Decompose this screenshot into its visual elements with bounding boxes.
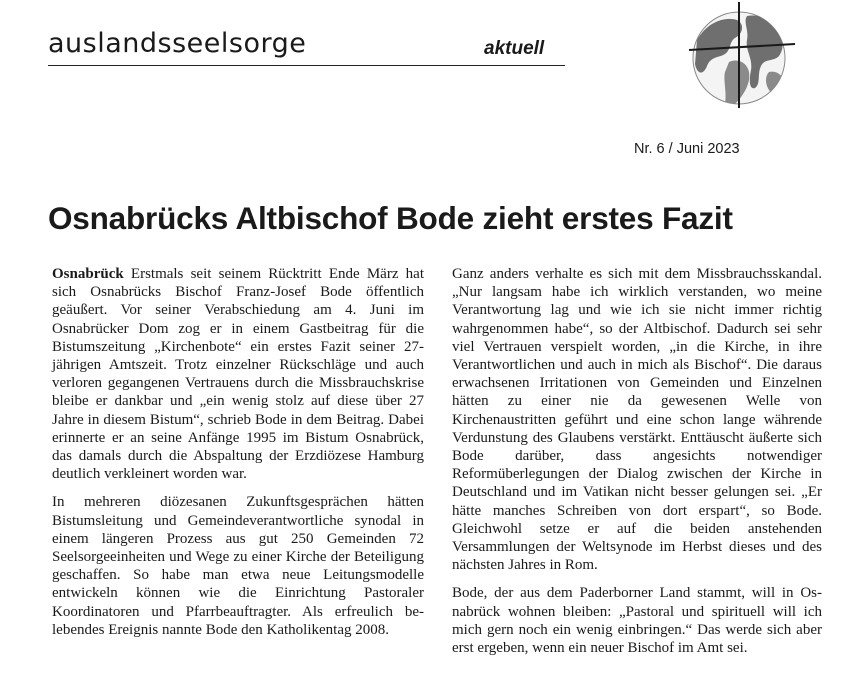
publication-title: auslandsseelsorge <box>48 28 307 59</box>
article-paragraph: Bode, der aus dem Paderborner Land stammt, will in Osnabrück wohnen bleiben: „Pastoral und spirituell will ich mich gern noch ein wenig einbringen.“ Das werde sich aber erst ergeben, wenn ein neuer Bischof im Amt sei. <box>452 585 822 657</box>
section-label: aktuell <box>484 38 545 59</box>
article-column-right <box>452 265 822 667</box>
article-column-left <box>52 265 424 649</box>
dateline: Osnabrück <box>52 266 124 282</box>
article-paragraph <box>52 265 424 483</box>
globe-cross-icon <box>685 0 800 110</box>
article-headline: Osnabrücks Altbischof Bode zieht erstes Fazit <box>48 200 733 236</box>
masthead-rule <box>48 65 565 66</box>
issue-number: Nr. 6 / Juni 2023 <box>634 141 740 157</box>
article-paragraph: In mehreren diözesanen Zukunftsgesprächen hätten Bistumsleitung und Gemeindeverantwortliche synodal in einem längeren Prozess aus gut 250 Gemeinden 72 Seelsorgeeinheiten und Wege zu einer Kirche der Beteiligung geschaffen. So habe man etwa neue Leitungsmodelle entwickeln können wie die Einrichtung Pastoraler Koordinatoren und Pfarrbeauftragter. Als erfreulich belebendes Ereignis nannte Bode den Katholikentag 2008. <box>52 494 424 638</box>
paragraph-text: Erstmals seit seinem Rücktritt Ende März hat sich Osnabrücks Bischof Franz-Josef Bode öffentlich geäußert. Vor seiner Verabschiedung am 4. Juni im Osnabrücker Dom zog er in einem Gastbeitrag für die Bistumszeitung „Kirchenbote“ ein erstes Fazit seiner 27-jährigen Amtszeit. Trotz einzelner Rückschläge und auch verloren gegangenen Vertrauens durch die Missbrauchskrise bleibe er dankbar und „ein wenig stolz auf diese über 27 Jahre in diesem Bistum“, schrieb Bode in dem Beitrag. Dabei erinnerte er an seine Anfänge 1995 im Bistum Osnabrück, das damals durch die Abspaltung der Erzdiözese Hamburg deutlich verkleinert worden war. <box>52 266 425 483</box>
article-paragraph: Ganz anders verhalte es sich mit dem Missbrauchsskandal. „Nur langsam habe ich wirklich verstanden, wo meine Verantwortung lag und wie ich sie nicht immer richtig wahrgenommen habe“, so der Altbischof. Dadurch sei sehr viel Vertrauen verspielt worden, „in die Kirche, in ihre Verantwortlichen und auch in mich als Bischof“. Die daraus erwachsenen Irritationen von Gemeinden und Einzelnen hätten zu einer nie da gewesenen Welle von Kirchenaustritten geführt und eine schon lange währende Verdunstung des Glaubens verstärkt. Enttäuscht äußerte sich Bode darüber, dass angesichts notwendiger Reformüberlegungen der Dialog zwischen der Kirche in Deutschland und im Vatikan nicht besser gelungen sei. „Er hätte manches Schreiben von dort erspart“, so Bode. Gleichwohl setze er auf die beiden anstehenden Versammlungen der Weltsynode im Herbst dieses und des nächsten Jahres in Rom. <box>452 266 822 574</box>
